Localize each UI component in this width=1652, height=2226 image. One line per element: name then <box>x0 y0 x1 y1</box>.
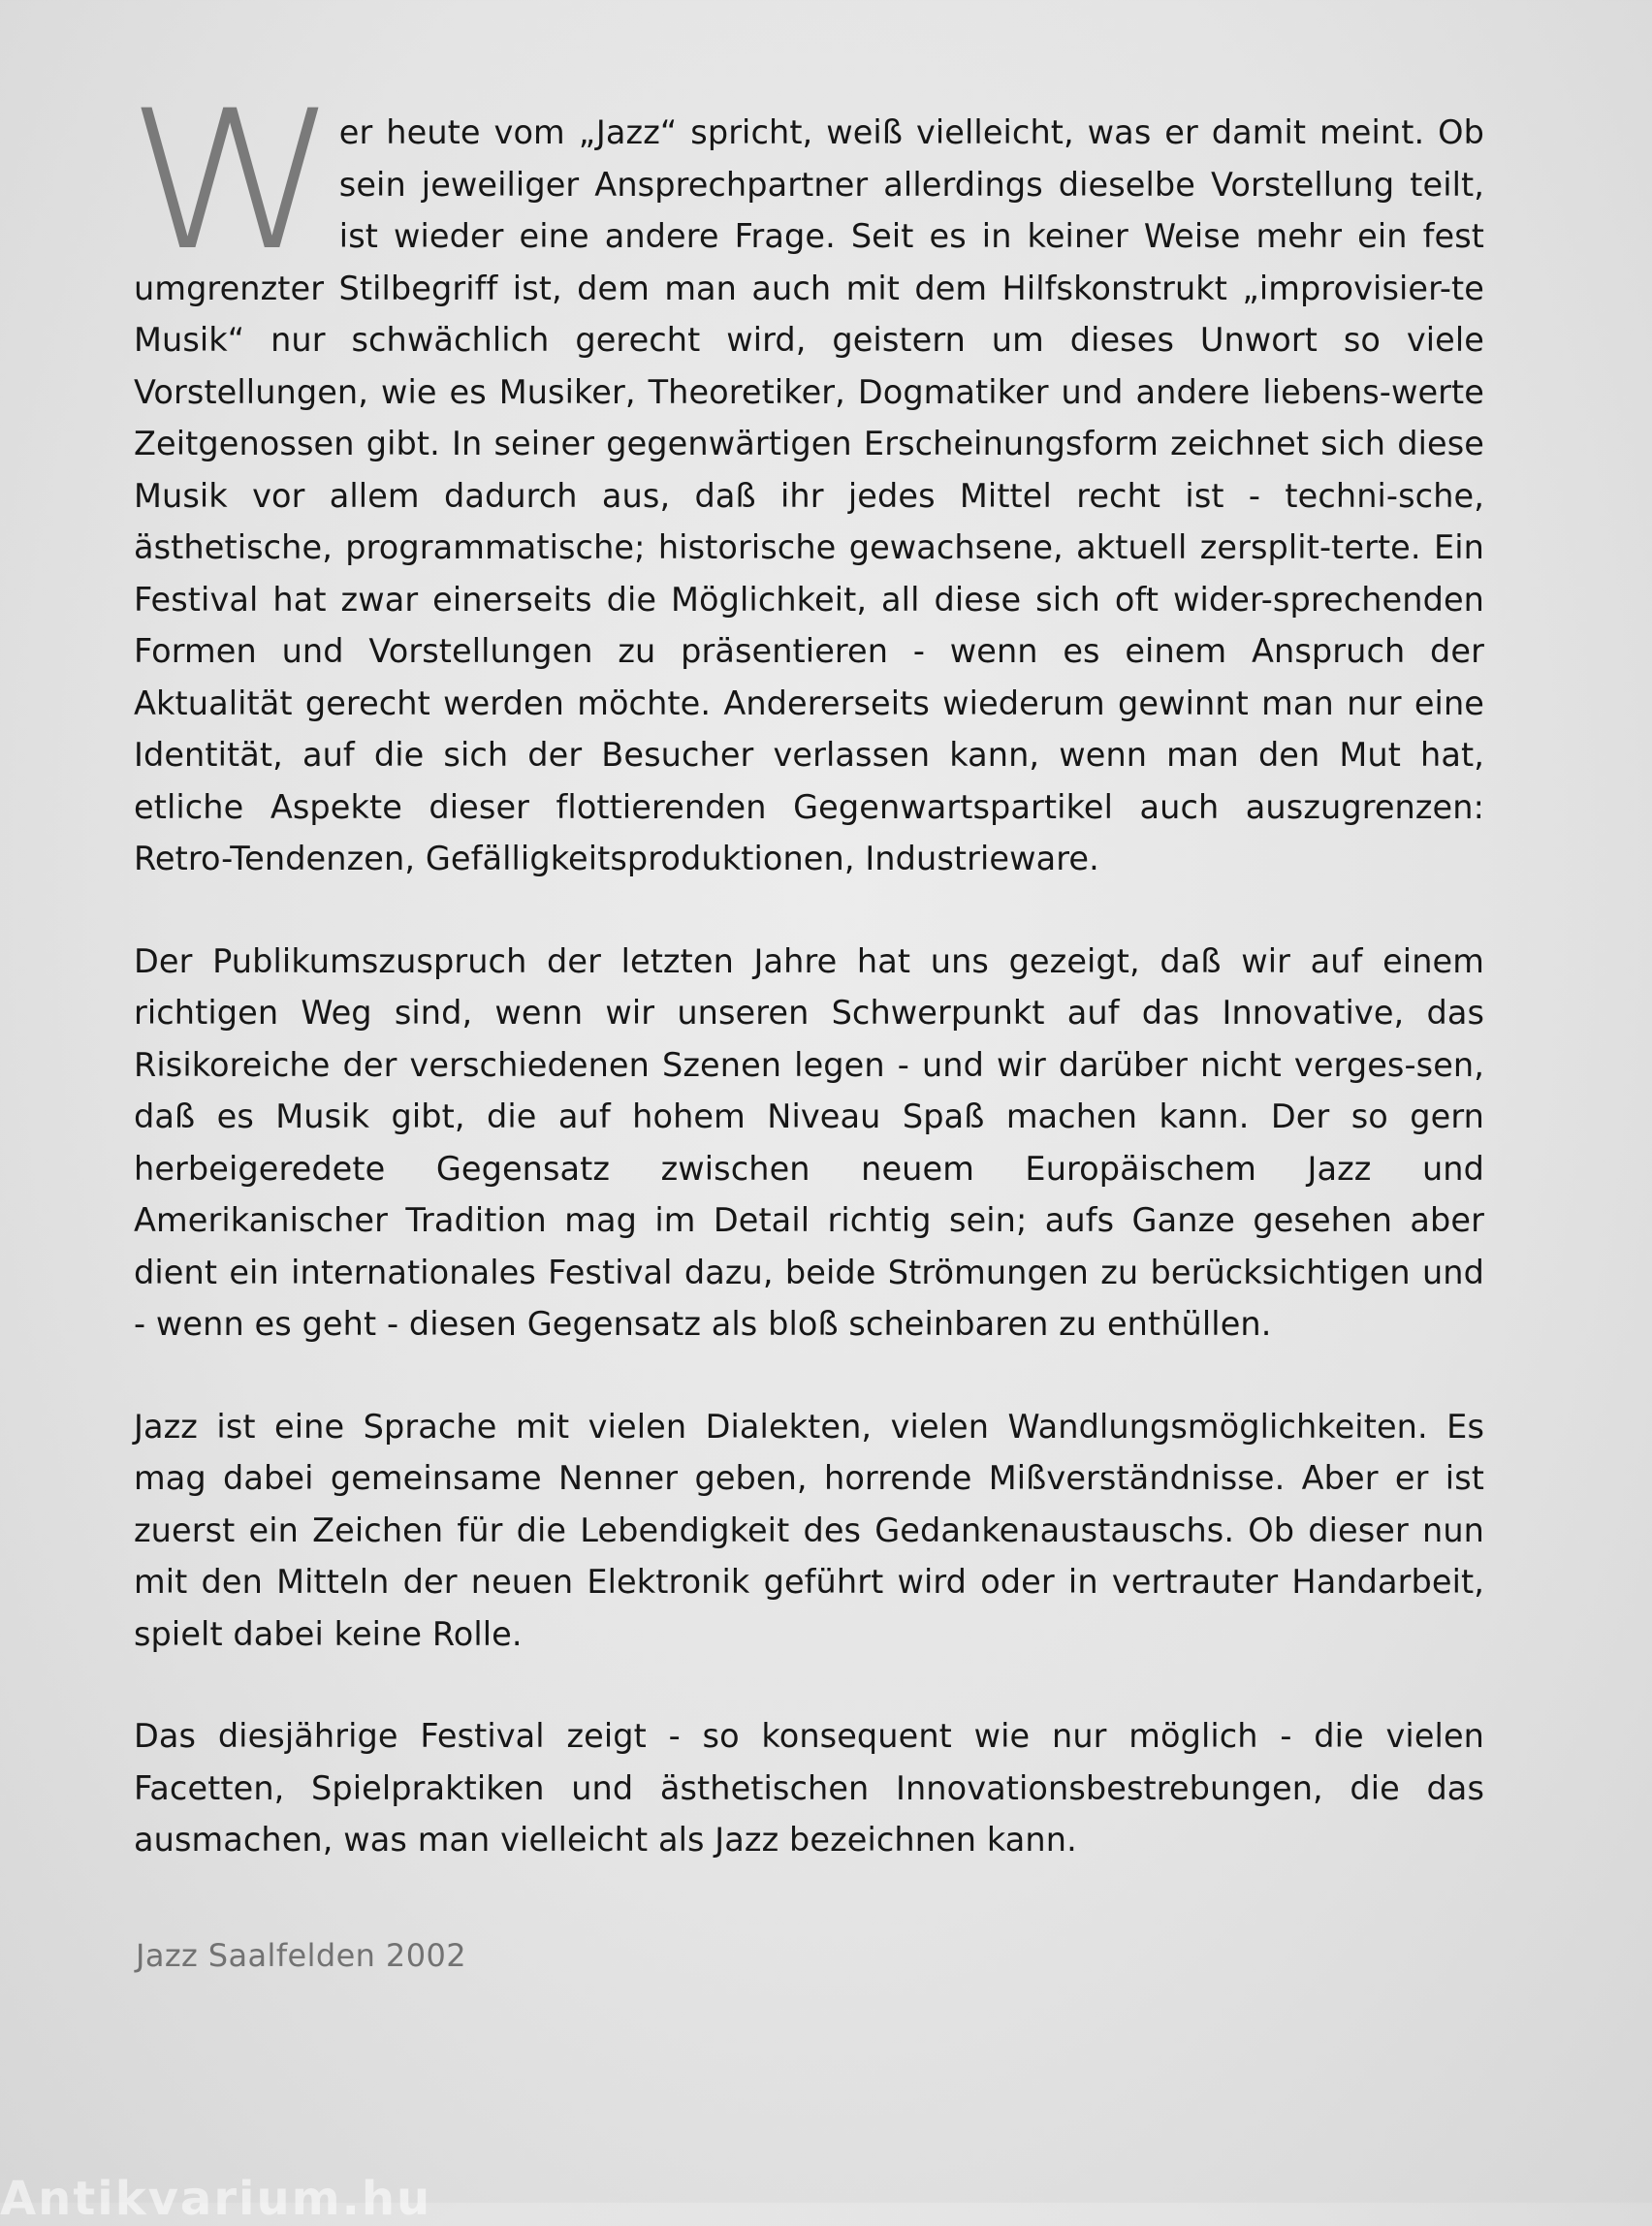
paragraph-2: Der Publikumszuspruch der letzten Jahre hat uns gezeigt, daß wir auf einem richtigen Weg sind, wenn wir unseren Schwerpunkt auf das Innovative, das Risikoreiche der verschiedenen Szenen legen - und wir darüber nicht verges-sen, daß es Musik gibt, die auf hohem Niveau Spaß machen kann. Der so gern herbeigeredete Gegensatz zwischen neuem Europäischem Jazz und Amerikanischer Tradition mag im Detail richtig sein; aufs Ganze gesehen aber dient ein internationales Festival dazu, beide Strömungen zu berücksichtigen und - wenn es geht - diesen Gegensatz als bloß scheinbaren zu enthüllen. <box>134 941 1484 1343</box>
paragraph-1 <box>126 69 1484 885</box>
article-body <box>126 69 1484 1917</box>
signature: Jazz Saalfelden 2002 <box>136 1937 466 1974</box>
watermark: Antikvarium.hu <box>0 2172 432 2226</box>
paragraph-3: Jazz ist eine Sprache mit vielen Dialekten, vielen Wandlungsmöglichkeiten. Es mag dabei gemeinsame Nenner geben, horrende Mißverständnisse. Aber er ist zuerst ein Zeichen für die Lebendigkeit des Gedankenaustauschs. Ob dieser nun mit den Mitteln der neuen Elektronik geführt wird oder in vertrauter Handarbeit, spielt dabei keine Rolle. <box>134 1407 1484 1653</box>
paragraph-1-text: er heute vom „Jazz“ spricht, weiß vielleicht, was er damit meint. Ob sein jeweiliger Ansprechpartner allerdings dieselbe Vorstellung teilt, ist wieder eine andere Frage. Seit es in keiner Weise mehr ein fest umgrenzter Stilbegriff ist, dem man auch mit dem Hilfskonstrukt „improvisier-te Musik“ nur schwächlich gerecht wird, geistern um dieses Unwort so viele Vorstellungen, wie es Musiker, Theoretiker, Dogmatiker und andere liebens-werte Zeitgenossen gibt. In seiner gegenwärtigen Erscheinungsform zeichnet sich diese Musik vor allem dadurch aus, daß ihr jedes Mittel recht ist - techni-sche, ästhetische, programmatische; historische gewachsene, aktuell zersplit-terte. Ein Festival hat zwar einerseits die Möglichkeit, all diese sich oft wider-sprechenden Formen und Vorstellungen zu präsentieren - wenn es einem Anspruch der Aktualität gerecht werden möchte. Andererseits wiederum gewinnt man nur eine Identität, auf die sich der Besucher verlassen kann, wenn man den Mut hat, etliche Aspekte dieser flottierenden Gegenwartspartikel auch auszugrenzen: Retro-Tendenzen, Gefälligkeitsproduktionen, Industrieware. <box>134 113 1484 877</box>
paragraph-4: Das diesjährige Festival zeigt - so konsequent wie nur möglich - die vielen Facetten, Spielpraktiken und ästhetischen Innovationsbestrebungen, die das ausmachen, was man vielleicht als Jazz bezeichnen kann. <box>134 1717 1484 1859</box>
drop-cap: W <box>126 69 333 293</box>
